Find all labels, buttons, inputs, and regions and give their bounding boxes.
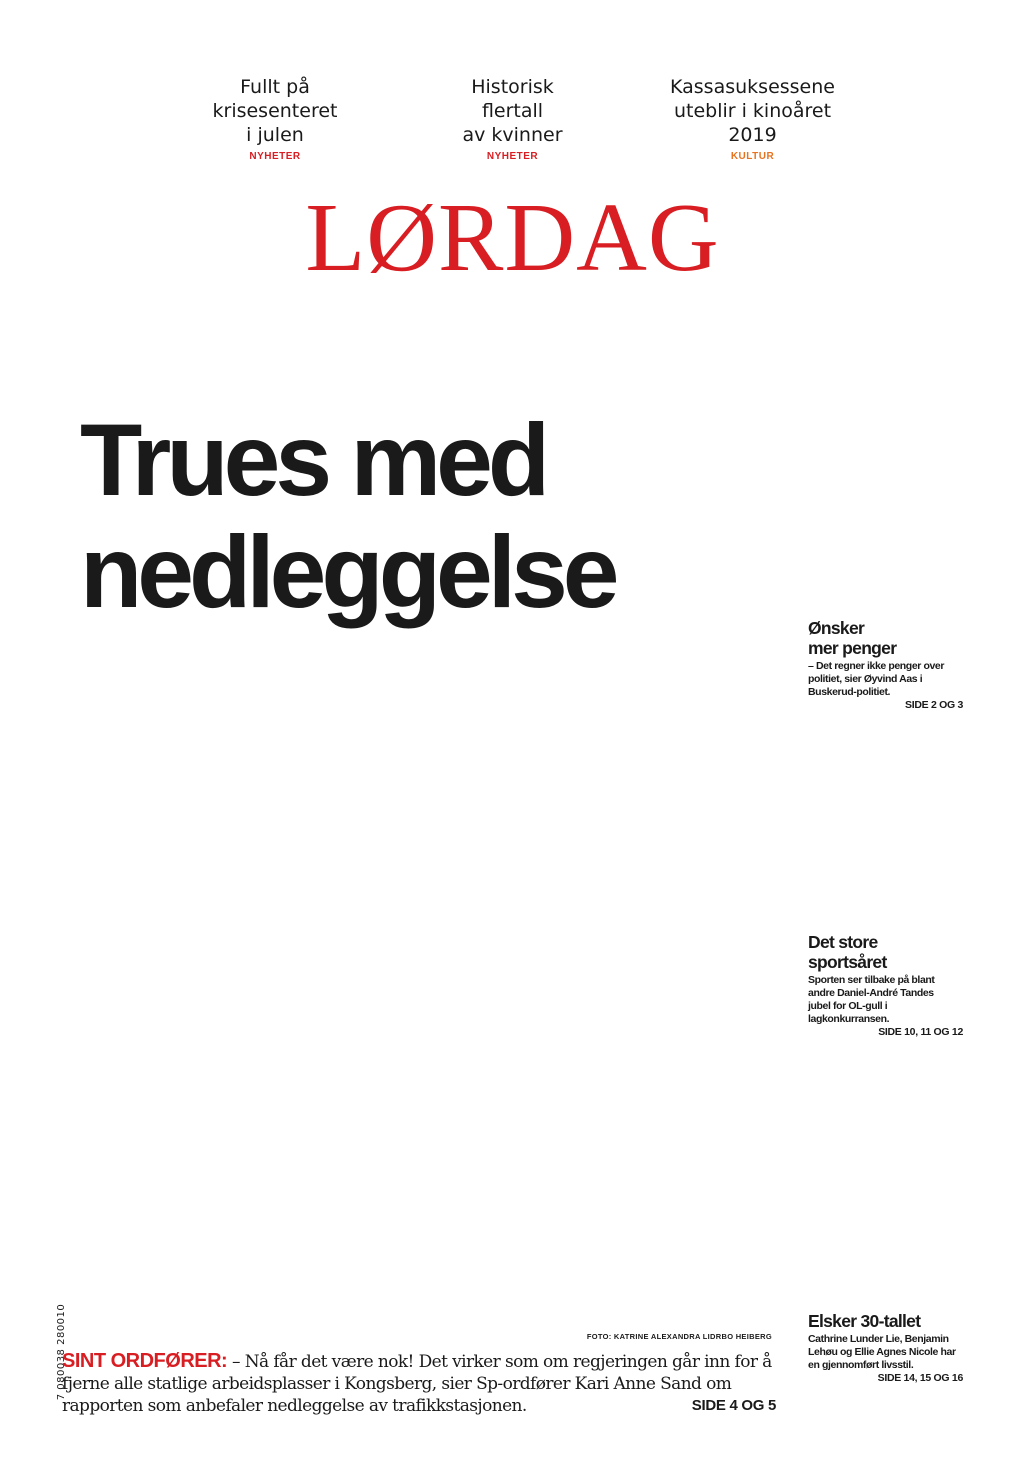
bottom-story[interactable]	[62, 1350, 782, 1417]
brief-text: Sporten ser tilbake på blant andre Daniel-André Tandes jubel for OL-gull i lagkonkurransen.	[808, 974, 935, 1025]
brief-title: Ønsker mer penger	[808, 618, 897, 658]
brief-page-ref: SIDE 10, 11 OG 12	[878, 1026, 963, 1038]
teaser-category: NYHETER	[486, 151, 539, 162]
brief-text: Cathrine Lunder Lie, Benjamin Lehøu og Ellie Agnes Nicole har en gjennomført livsstil.	[808, 1333, 956, 1371]
brief-sportsaret[interactable]	[808, 932, 968, 1039]
headline-line-2: nedleggelse	[80, 515, 615, 629]
teaser-category: NYHETER	[249, 151, 301, 162]
brief-onsker-mer-penger[interactable]	[808, 618, 968, 712]
headline-line-1: Trues med	[80, 403, 546, 517]
photo-credit: FOTO: KATRINE ALEXANDRA LIDRBO HEIBERG	[586, 1332, 772, 1341]
teaser-flertall[interactable]	[435, 75, 590, 163]
teaser-krisesenteret[interactable]	[200, 75, 350, 163]
teaser-kinoaret[interactable]	[660, 75, 845, 163]
masthead-logo: LØRDAG	[305, 184, 720, 292]
brief-title: Elsker 30-tallet	[808, 1311, 921, 1331]
brief-page-ref: SIDE 14, 15 OG 16	[877, 1372, 963, 1384]
teaser-title: Kassasuksessene uteblir i kinoåret 2019	[670, 76, 835, 146]
brief-text: – Det regner ikke penger over politiet, sier Øyvind Aas i Buskerud-politiet.	[808, 660, 945, 698]
story-page-ref: SIDE 4 OG 5	[691, 1397, 776, 1414]
story-kicker: SINT ORDFØRER:	[62, 1350, 228, 1372]
main-headline[interactable]	[80, 404, 770, 628]
brief-title: Det store sportsåret	[808, 932, 887, 972]
teaser-title: Historisk flertall av kvinner	[462, 76, 563, 146]
brief-page-ref: SIDE 2 OG 3	[905, 699, 963, 711]
brief-elsker-30-tallet[interactable]	[808, 1311, 968, 1385]
story-text: – Nå får det være nok! Det virker som om regjeringen går inn for å fjerne alle statlige arbeidsplasser i Kongsberg, sier Sp-ordfører Kari Anne Sand om rapporten som anbefaler nedleggelse av trafikkstasjonen.	[62, 1352, 772, 1416]
teaser-category: KULTUR	[730, 151, 775, 162]
barcode-digits: 7 080038 280010	[56, 1303, 67, 1401]
teaser-title: Fullt på krisesenteret i julen	[212, 76, 338, 146]
